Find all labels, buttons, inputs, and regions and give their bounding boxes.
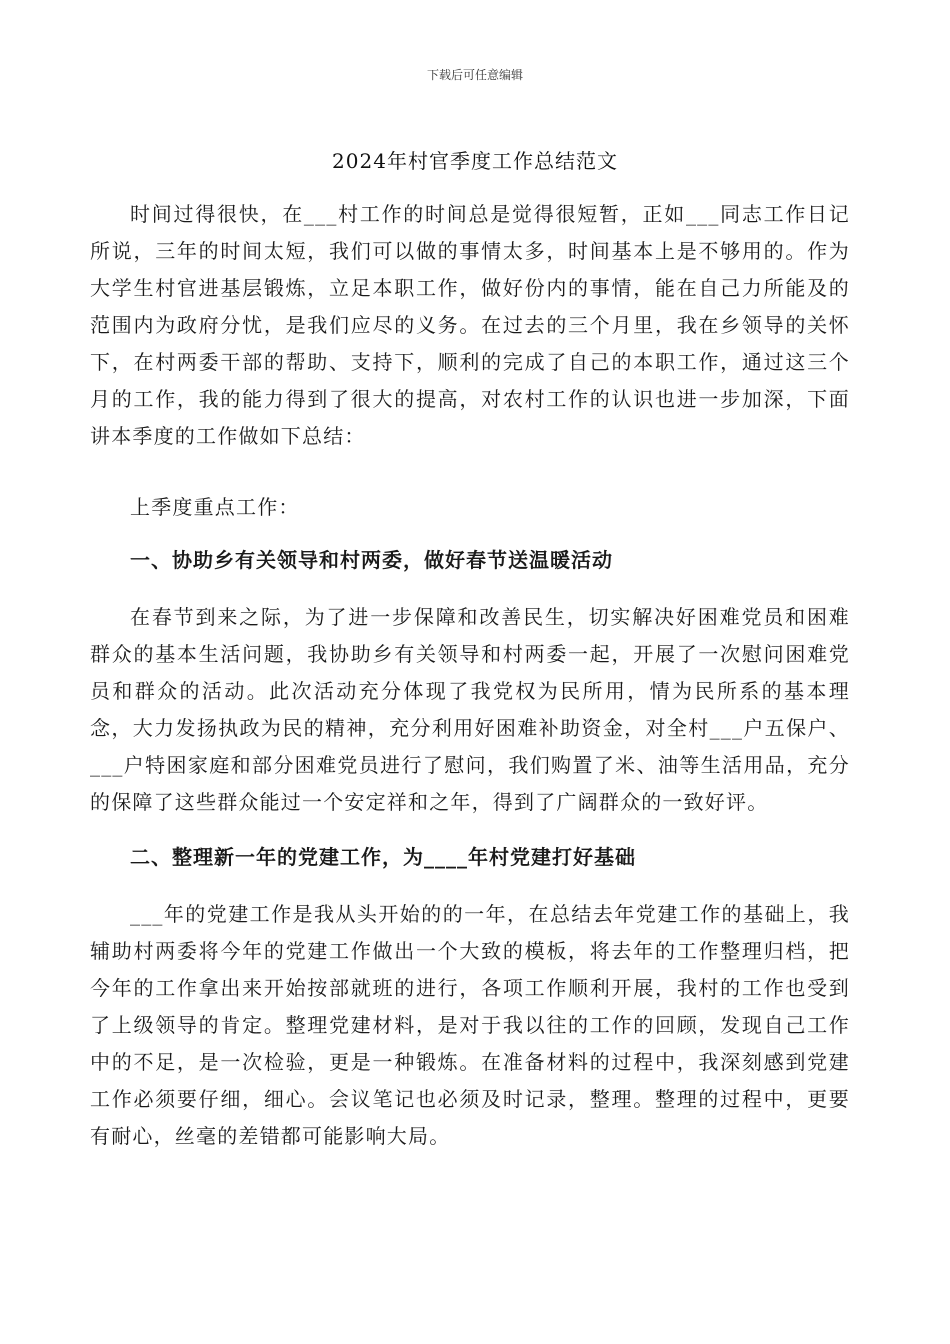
paragraph-section-1: 在春节到来之际，为了进一步保障和改善民生，切实解决好困难党员和困难群众的基本生活问题，我协助乡有关领导和村两委一起，开展了一次慰问困难党员和群众的活动。此次活动充分体现了我党权为民所用，情为民所系的基本理念，大力发扬执政为民的精神，充分利用好困难补助资金，对全村___户五保户、___户特困家庭和部分困难党员进行了慰问，我们购置了米、油等生活用品，充分的保障了这些群众能过一个安定祥和之年，得到了广阔群众的一致好评。 — [90, 605, 850, 814]
paragraph-intro: 时间过得很快，在___村工作的时间总是觉得很短暂，正如___同志工作日记所说，三年的时间太短，我们可以做的事情太多，时间基本上是不够用的。作为大学生村官进基层锻炼，立足本职工作，做好份内的事情，能在自己力所能及的范围内为政府分忧，是我们应尽的义务。在过去的三个月里，我在乡领导的关怀下，在村两委干部的帮助、支持下，顺利的完成了自己的本职工作，通过这三个月的工作，我的能力得到了很大的提高，对农村工作的认识也进一步加深，下面讲本季度的工作做如下总结： — [90, 202, 850, 448]
section-heading-1: 一、协助乡有关领导和村两委，做好春节送温暖活动 — [130, 548, 613, 572]
header-note: 下载后可任意编辑 — [426, 68, 523, 82]
document-title: 2024年村官季度工作总结范文 — [332, 149, 618, 173]
section-intro-line: 上季度重点工作： — [130, 495, 300, 519]
document-body — [90, 196, 850, 1155]
paragraph-section-2: ___年的党建工作是我从头开始的的一年，在总结去年党建工作的基础上，我辅助村两委将今年的党建工作做出一个大致的模板，将去年的工作整理归档，把今年的工作拿出来开始按部就班的进行，各项工作顺利开展，我村的工作也受到了上级领导的肯定。整理党建材料，是对于我以往的工作的回顾，发现自己工作中的不足，是一次检验，更是一种锻炼。在准备材料的过程中，我深刻感到党建工作必须要仔细，细心。会议笔记也必须及时记录，整理。整理的过程中，更要有耐心，丝毫的差错都可能影响大局。 — [90, 902, 850, 1148]
section-heading-2: 二、整理新一年的党建工作，为____年村党建打好基础 — [130, 845, 636, 869]
